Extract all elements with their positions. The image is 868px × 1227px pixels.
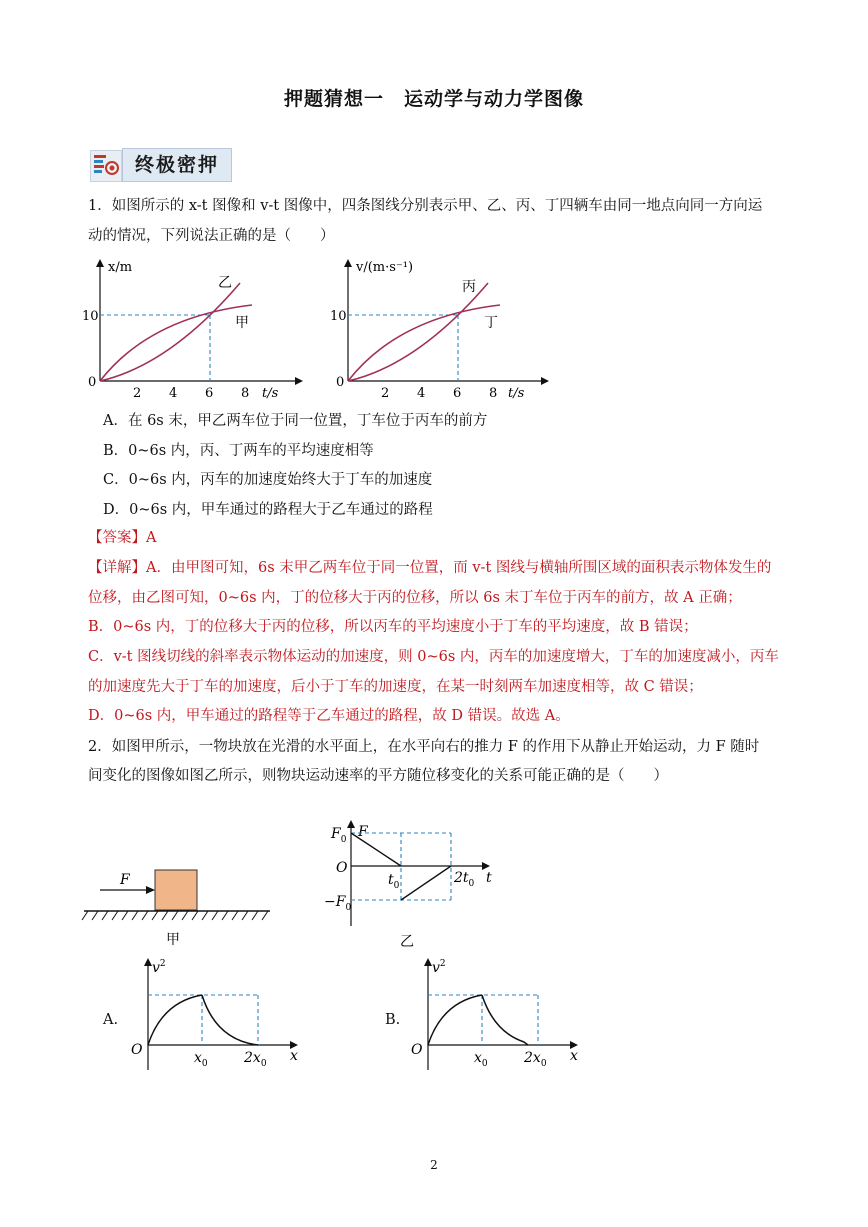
q2-stem-line2: 间变化的图像如图乙所示，则物块运动速率的平方随位移变化的关系可能正确的是（ ）	[88, 768, 668, 784]
xt-xtick-2: 4	[169, 386, 178, 401]
q1-explain-3: B．0~6s 内，丁的位移大于丙的位移，所以丙车的平均速度小于丁车的平均速度，故 B 错误；	[88, 619, 698, 635]
ft-origin: O	[336, 860, 348, 876]
svg-text:−F0: $-F_0$	[324, 894, 352, 913]
fig-jia-caption: 甲	[166, 932, 180, 948]
q1-explain-4: C．v-t 图线切线的斜率表示物体运动的加速度，则 0~6s 内，丙车的加速度增大，丁车的加速度减小，丙车	[88, 649, 779, 665]
vt-xtick-3: 6	[453, 386, 462, 401]
xt-graph	[80, 255, 310, 405]
curve-yi	[100, 283, 240, 381]
vt-label-ding: 丁	[484, 315, 498, 331]
vt-origin: 0	[336, 375, 345, 390]
xt-origin: 0	[88, 375, 97, 390]
curve-ding	[348, 305, 500, 381]
svg-text:F0: $F_0$	[331, 826, 347, 845]
xt-label-yi: 乙	[218, 275, 232, 291]
q1-explain-2: 位移，由乙图可知，0~6s 内，丁的位移大于丙的位移，所以 6s 末丁车位于丙车的前方，故 A 正确；	[88, 590, 742, 606]
vt-ylabel: v/(m·s⁻¹)	[356, 260, 414, 275]
xt-ytick: 10	[82, 309, 99, 324]
fig-jia-force: F	[120, 872, 130, 888]
vt-xtick-1: 2	[381, 386, 390, 401]
vt-xtick-4: 8	[489, 386, 498, 401]
svg-text:v2: $v^2$	[432, 959, 446, 976]
svg-text:v2: $v^2$	[152, 959, 166, 976]
q1-option-b: B．0~6s 内，丙、丁两车的平均速度相等	[103, 443, 374, 459]
q2-option-b-graph	[406, 952, 586, 1077]
svg-text:x: x	[290, 1048, 298, 1064]
section-badge	[90, 148, 232, 182]
q1-explain-1: 【详解】A．由甲图可知，6s 末甲乙两车位于同一位置，而 v-t 图线与横轴所围区域的面积表示物体发生的	[88, 560, 772, 576]
vt-ytick: 10	[330, 309, 347, 324]
svg-text:x: x	[570, 1048, 578, 1064]
fig-yi-ft-graph	[316, 818, 506, 950]
q2-stem-line1: 2．如图甲所示，一物块放在光滑的水平面上，在水平向右的推力 F 的作用下从静止开始运动，力 F 随时	[88, 739, 760, 755]
xt-ylabel: x/m	[108, 260, 133, 275]
fig-jia-block	[80, 860, 275, 950]
q2-option-b-label: B.	[385, 1012, 401, 1028]
svg-text:O: O	[411, 1042, 423, 1058]
vt-xlabel: t/s	[508, 386, 525, 401]
xt-xlabel: t/s	[262, 386, 279, 401]
svg-text:2t0: $2t_0$	[454, 870, 475, 889]
q1-stem-line1: 1．如图所示的 x-t 图像和 v-t 图像中，四条图线分别表示甲、乙、丙、丁四辆车由同一地点向同一方向运	[88, 198, 763, 214]
q1-stem-line2: 动的情况，下列说法正确的是（ ）	[88, 228, 335, 244]
svg-text:x0: $x_0$	[474, 1050, 488, 1069]
page-number: 2	[430, 1158, 438, 1172]
fig-yi-caption: 乙	[400, 934, 414, 950]
svg-text:2x0: $2x_0$	[244, 1050, 267, 1069]
q1-option-c: C．0~6s 内，丙车的加速度始终大于丁车的加速度	[103, 472, 433, 488]
q2-option-a-label: A.	[103, 1012, 119, 1028]
q1-explain-5: 的加速度先大于丁车的加速度，后小于丁车的加速度，在某一时刻两车加速度相等，故 C 错误；	[88, 679, 703, 695]
q1-explain-6: D．0~6s 内，甲车通过的路程等于乙车通过的路程，故 D 错误。故选 A。	[88, 708, 570, 724]
xt-xtick-3: 6	[205, 386, 214, 401]
q1-answer: 【答案】A	[88, 530, 157, 546]
q1-option-d: D．0~6s 内，甲车通过的路程大于乙车通过的路程	[103, 502, 433, 518]
badge-label: 终极密押	[122, 148, 232, 182]
curve-bing	[348, 283, 488, 381]
xt-label-jia: 甲	[235, 315, 249, 331]
page-title: 押题猜想一 运动学与动力学图像	[283, 88, 584, 110]
vt-label-bing: 丙	[462, 279, 476, 295]
xt-xtick-1: 2	[133, 386, 142, 401]
xt-xtick-4: 8	[241, 386, 250, 401]
svg-text:O: O	[131, 1042, 143, 1058]
curve-jia	[100, 305, 252, 381]
vt-graph	[326, 255, 556, 405]
ft-ylabel: F	[358, 824, 368, 840]
target-icon	[90, 150, 122, 182]
svg-text:t0: $t_0$	[388, 872, 400, 891]
ft-xlabel: t	[486, 870, 492, 886]
svg-text:x0: $x_0$	[194, 1050, 208, 1069]
svg-text:2x0: $2x_0$	[524, 1050, 547, 1069]
vt-xtick-2: 4	[417, 386, 426, 401]
q2-option-a-graph	[126, 952, 306, 1077]
q1-option-a: A．在 6s 末，甲乙两车位于同一位置，丁车位于丙车的前方	[103, 413, 488, 429]
